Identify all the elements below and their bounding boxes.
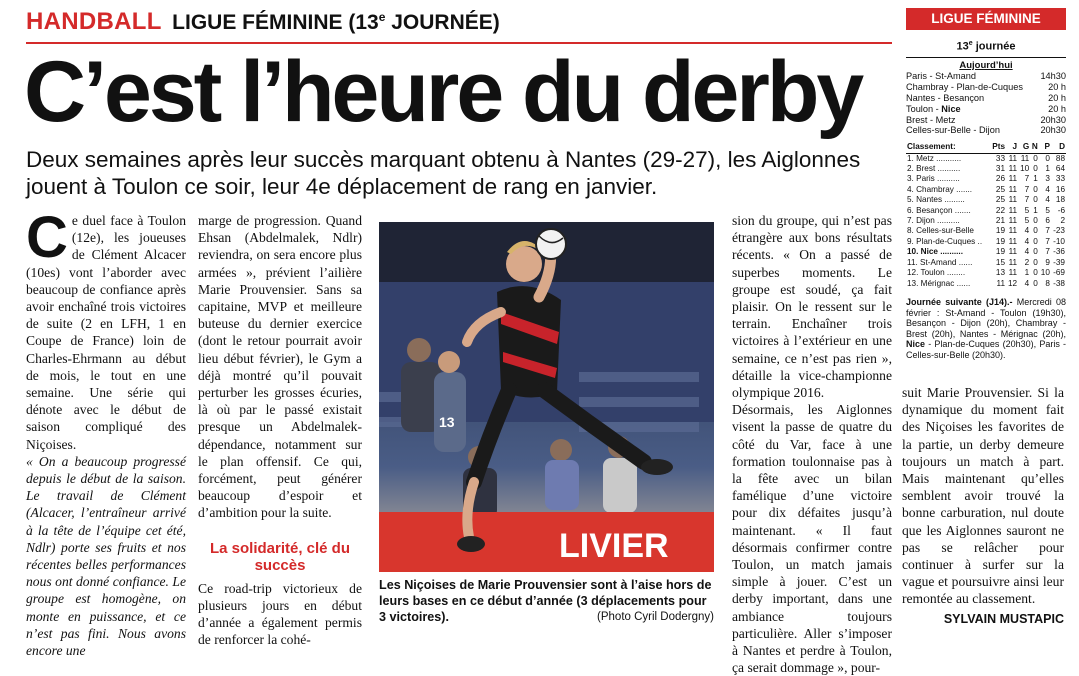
standings-row [906,153,1066,164]
standings-cell: 25 [995,184,1005,194]
standings-cell: 11 [1008,184,1018,194]
standings-cell: 21 [995,216,1005,226]
standings-table [906,142,1066,289]
standings-cell: 11 [1008,174,1018,184]
standings-cell: 8. Celles-sur-Belle [907,226,974,236]
dropcap: C [26,205,68,270]
standings-cell: 11 [1008,236,1018,246]
standings-cell: 7 [1045,236,1050,246]
headline: C’est l’heure du derby [24,44,862,140]
match-row [906,104,1066,115]
standings-row [906,226,1066,236]
standings-cell: -23 [1053,226,1065,236]
subhead: La solidarité, clé du succès [209,539,351,574]
standings-cell: 11 [1020,153,1030,163]
standings-cell: 0 [1045,153,1050,163]
standings-cell: 1 [1033,205,1038,215]
standings-cell: 4 [1024,247,1030,257]
match-time: 20 h [1048,82,1066,93]
standings-cell: 7 [1024,195,1030,205]
standings-cell: -36 [1053,247,1065,257]
standings-cell: -6 [1057,205,1065,215]
standings-cell: 10. Nice .......... [907,247,963,257]
article-column-4 [902,384,1064,628]
article-paragraph: sion du groupe, qui n’est pas étrangère aux bons résultats récents. « On a passé de superbes moments. Le groupe est soudé, ça fait plaisir. On le ressent sur le terrain. Enchaîner trois victoires à l’extérieur en une semaine, ce n’est pas rien », détaille la vice-championne olympique 2016. [732,213,892,401]
standings-cell: 2 [1024,257,1030,267]
standings-cell: 11 [1008,205,1018,215]
standings-cell: 13 [995,268,1005,278]
standings-cell: 2 [1060,216,1065,226]
standings-cell: 4 [1045,195,1050,205]
deck: Deux semaines après leur succès marquant obtenu à Nantes (29-27), les Aiglonnes jouent à Toulon ce soir, leur 4e déplacement de rang en janvier. [26,147,861,199]
standings-cell: -69 [1053,268,1065,278]
standings-cell: 10 [1020,164,1030,174]
standings-cell: 0 [1033,195,1038,205]
standings-cell: 1. Metz ........... [907,153,962,163]
standings-cell: 5 [1024,216,1030,226]
standings-header-cell: Pts [990,142,1006,153]
match-teams: Paris - St-Amand [906,71,976,82]
photo-caption: Les Niçoises de Marie Prouvensier sont à l’aise hors de leurs bases en ce début d’année (3 déplacements pour 3 victoires). (Photo Cyril Dodergny) [379,578,714,624]
standings-cell: 18 [1055,195,1065,205]
match-teams: Toulon - Nice [906,103,961,114]
standings-cell: 9 [1045,257,1050,267]
match-teams: Nantes - Besançon [906,93,985,104]
standings-cell: 9. Plan-de-Cuques .. [907,236,983,246]
standings-cell: 15 [995,257,1005,267]
standings-cell: 12 [1007,278,1018,288]
standings-cell: 11 [1008,216,1018,226]
standings-cell: 1 [1024,268,1030,278]
article-column-2 [198,212,362,648]
article-paragraph: Ce duel face à Toulon (12e), les joueuses de Clément Alcacer (10es) vont l’aborder avec beaucoup de confiance après avoir enchaîné trois victoires de suite (2 en LFH, 1 en Coupe de France) loin de Charles-Ehrmann au début de mois, le tout en une semaine. Une série qui dénote avec le début de saison compliqué des Niçoises. [26,205,186,452]
standings-row [906,268,1066,278]
standings-cell: 8 [1045,278,1050,288]
standings-cell: 0 [1033,247,1038,257]
standings-cell: 0 [1033,216,1038,226]
standings-row [906,206,1066,216]
standings-cell: 33 [1055,174,1065,184]
standings-cell: 0 [1033,153,1038,163]
standings-cell: 4 [1024,278,1030,288]
standings-cell: 19 [995,236,1005,246]
standings-cell: -39 [1053,257,1065,267]
article-column-1 [26,205,186,659]
standings-header-cell: J [1006,142,1018,153]
match-row [906,115,1066,126]
match-time: 20 h [1048,103,1066,114]
standings-cell: 11 [1008,257,1018,267]
standings-row [906,258,1066,268]
kicker [26,8,500,40]
standings-row [906,195,1066,205]
standings-row [906,279,1066,289]
standings-cell: 25 [995,195,1005,205]
standings-cell: 11 [1008,195,1018,205]
sidebar-divider [906,57,1066,58]
standings-row [906,247,1066,257]
standings-cell: 0 [1033,226,1038,236]
standings-cell: 0 [1033,268,1038,278]
standings-cell: 0 [1033,184,1038,194]
photo-handball-player [379,222,714,572]
standings-cell: 4. Chambray ....... [907,184,973,194]
standings-cell: 2. Brest .......... [907,164,961,174]
standings-cell: 31 [995,164,1005,174]
standings-cell: 11 [1008,226,1018,236]
today-label: Aujourd’hui [959,59,1013,71]
match-row [906,93,1066,104]
article-paragraph: suit Marie Prouvensier. Si la dynamique du moment fait des Niçoises les favorites de la partie, un derby demeure toujours un match à part. Mais maintenant qu’elles semblent avoir trouvé la bonne carburation, nul doute que les Aiglonnes sauront ne pas se relâcher pour continuer à surfer sur la vague et poursuivre ainsi leur remontée au classement. [902,385,1064,607]
match-time: 20h30 [1040,125,1066,136]
standings-row [906,216,1066,226]
standings-row [906,174,1066,184]
article-paragraph: Désormais, les Aiglonnes visent la passe de quatre du côté du Var, face à une formation toulonnaise pas à la fête avec un bilan famélique d’une victoire pour dix défaites jusqu’à maintenant. « Il faut désormais confirmer contre Toulon, un match jamais simple à jouer. C’est un derby important, dans une ambiance toujours particulière. Aller s’imposer à Nantes et perdre à Toulon, ça serait dommage », pour- [732,402,892,676]
standings-cell: 88 [1055,153,1065,163]
match-teams: Chambray - Plan-de-Cuques [906,82,1023,93]
standings-row [906,237,1066,247]
standings-cell: 16 [1055,184,1065,194]
match-row [906,82,1066,93]
standings-header-cell: Classement: [906,142,990,153]
standings-cell: 19 [995,247,1005,257]
article-paragraph: marge de progression. Quand Ehsan (Abdelmalek, Ndlr) reviendra, on sera encore plus armées », prévient l’ailière Marie Prouvensier. Sans sa capitaine, MVP et meilleure buteuse du dernier exercice (dont le retour pourrait avoir lieu début février), le Gym a déjà montré qu’il pouvait perturber les grosses écuries, là où par le passé existait presque un Abdelmalek-dépendance, notamment sur le plan offensif. Ce qui, forcément, peut générer beaucoup d’espoir et d’ambition pour la suite. [198,213,362,521]
standings-cell: 11 [1008,164,1018,174]
standings-cell: 7 [1024,174,1030,184]
jersey-number: 13 [439,414,455,430]
standings-cell: 3 [1045,174,1050,184]
standings-cell: 7 [1045,247,1050,257]
byline: SYLVAIN MUSTAPIC [943,611,1064,626]
standings-header-cell: G [1018,142,1030,153]
article-paragraph: « On a beaucoup progressé depuis le début de la saison. Le travail de Clément (Alcacer, l’entraîneur arrivé à la tête de l’équipe cet été, Ndlr) porte ses fruits et nos récentes belles performances nous ont donné confiance. Le groupe est homogène, on monte en puissance, et ce n’est pas fini. Nous avons encore une [26,453,186,659]
match-row [906,125,1066,136]
standings-cell: 7. Dijon .......... [907,216,960,226]
standings-cell: 11 [996,278,1005,288]
ad-board-text: LIVIER [559,527,669,565]
match-list [906,71,1066,136]
standings-cell: 7 [1045,226,1050,236]
standings-cell: 6 [1045,216,1050,226]
standings-header-cell: P [1039,142,1051,153]
round-title: 13e journée [956,40,1016,53]
standings-cell: 0 [1033,164,1038,174]
standings-cell: 1 [1033,174,1038,184]
standings-row [906,185,1066,195]
standings-header-row [906,142,1066,153]
standings-cell: 10 [1040,268,1050,278]
standings-cell: 0 [1033,257,1038,267]
standings-cell: 64 [1055,164,1065,174]
standings-cell: 5 [1045,205,1050,215]
standings-cell: 4 [1045,184,1050,194]
standings-cell: 13. Mérignac ...... [907,278,971,288]
match-teams: Brest - Metz [906,114,956,125]
league-label: LIGUE FÉMININE (13e JOURNÉE) [172,10,500,34]
standings-cell: 33 [995,153,1005,163]
standings-row [906,164,1066,174]
sidebar-title: LIGUE FÉMININE [906,8,1066,30]
standings-cell: -10 [1053,236,1065,246]
standings-cell: 5. Nantes ......... [907,195,965,205]
standings-cell: 22 [995,205,1005,215]
standings-header-cell: N [1031,142,1038,152]
standings-cell: 19 [995,226,1005,236]
standings-cell: 0 [1033,278,1038,288]
standings-cell: 4 [1024,226,1030,236]
results-sidebar [906,8,1066,360]
standings-header-cell: D [1051,142,1066,153]
standings-cell: 4 [1024,236,1030,246]
section-label: HANDBALL [26,8,162,35]
standings-cell: 11 [1008,247,1018,257]
standings-cell: 7 [1024,184,1030,194]
standings-cell: 6. Besançon ....... [907,205,971,215]
match-teams: Celles-sur-Belle - Dijon [906,125,1000,136]
standings-cell: 11 [1008,268,1018,278]
standings-cell: 3. Paris .......... [907,174,960,184]
article-column-3 [732,212,892,676]
standings-cell: 26 [995,174,1005,184]
match-row [906,71,1066,82]
standings-cell: 1 [1045,164,1050,174]
standings-cell: 0 [1033,236,1038,246]
match-time: 14h30 [1040,71,1066,82]
article-paragraph: Ce road-trip victorieux de plusieurs jours en début d’année a également permis de renforcer la cohé- [198,580,362,648]
next-round-text: Journée suivante (J14).- Mercredi 08 février : St-Amand - Toulon (19h30), Besançon - Dijon (20h), Chambray - Brest (20h), Nantes - Mérignac (20h), Nice - Plan-de-Cuques (20h30), Paris - Celles-sur-Belle (20h30). [906,296,1066,360]
standings-cell: 5 [1024,205,1030,215]
standings-cell: 11 [1008,153,1018,163]
standings-cell: -38 [1053,278,1065,288]
match-time: 20h30 [1040,114,1066,125]
match-time: 20 h [1048,93,1066,104]
standings-cell: 12. Toulon ........ [907,268,966,278]
standings-cell: 11. St-Amand ...... [907,257,973,267]
photo-credit: (Photo Cyril Dodergny) [597,611,714,623]
